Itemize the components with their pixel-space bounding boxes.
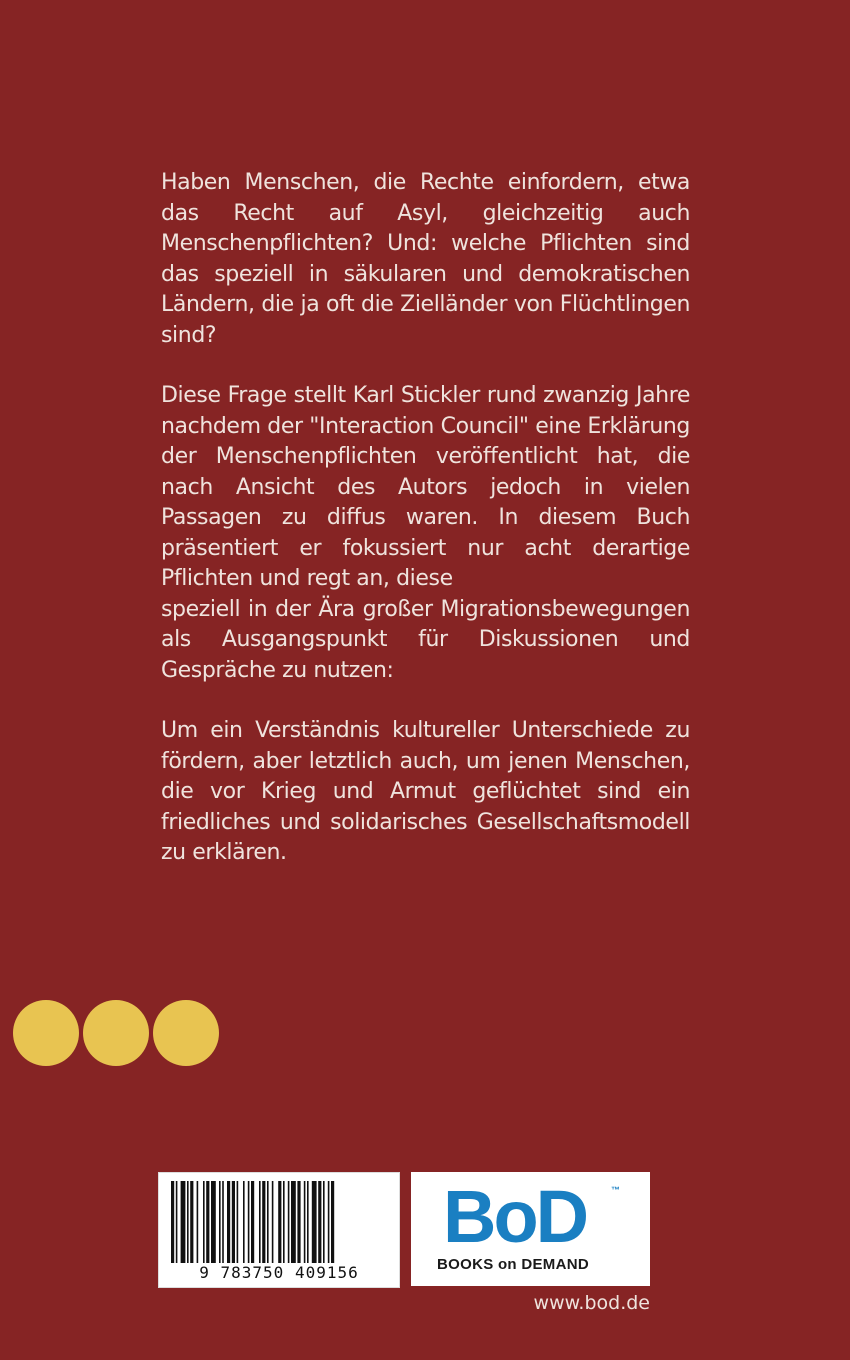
blurb-line: Um ein Verständnis kultureller Unterschiede zu <box>161 718 690 743</box>
blurb-line: das speziell in säkularen und demokratischen <box>161 261 690 287</box>
isbn-number: 9 783750 409156 <box>199 1263 359 1282</box>
publisher-subline: BOOKS on DEMAND <box>437 1256 589 1273</box>
bod-logo-text: BoD <box>443 1175 587 1258</box>
blurb-line: Ländern, die ja oft die Zielländer von Flüchtlingen <box>161 292 690 317</box>
blurb-line: Passagen zu diffus waren. In diesem Buch <box>161 505 690 530</box>
barcode-icon <box>171 1181 387 1263</box>
blurb-line: nach Ansicht des Autors jedoch in vielen <box>161 474 690 500</box>
blurb-paragraph <box>161 168 690 351</box>
dot-icon <box>83 1000 149 1066</box>
back-cover-blurb <box>161 168 690 899</box>
blurb-line: Menschenpflichten? Und: welche Pflichten sind <box>161 231 690 256</box>
blurb-line: präsentiert er fokussiert nur acht derartige <box>161 535 690 561</box>
blurb-paragraph <box>161 716 690 869</box>
isbn-barcode <box>158 1172 400 1288</box>
blurb-line: Diese Frage stellt Karl Stickler rund zwanzig Jahre <box>161 383 690 408</box>
blurb-line: die vor Krieg und Armut geflüchtet sind ein <box>161 779 690 804</box>
blurb-paragraph <box>161 381 690 686</box>
blurb-line: nachdem der "Interaction Council" eine Erklärung <box>161 413 690 439</box>
blurb-line: das Recht auf Asyl, gleichzeitig auch <box>161 200 690 226</box>
blurb-line: speziell in der Ära großer Migrationsbewegungen <box>161 596 690 622</box>
dot-icon <box>153 1000 219 1066</box>
publisher-url: www.bod.de <box>533 1292 650 1314</box>
trademark-mark: ™ <box>611 1185 620 1195</box>
dot-icon <box>13 1000 79 1066</box>
publisher-logo <box>411 1172 650 1286</box>
blurb-line: Haben Menschen, die Rechte einfordern, etwa <box>161 170 690 195</box>
blurb-line: zu erklären. <box>161 840 287 865</box>
blurb-line: sind? <box>161 322 217 348</box>
blurb-line: friedliches und solidarisches Gesellschaftsmodell <box>161 809 690 835</box>
blurb-line: Pflichten und regt an, diese <box>161 566 453 591</box>
blurb-line: Gespräche zu nutzen: <box>161 657 394 683</box>
blurb-line: der Menschenpflichten veröffentlicht hat, die <box>161 444 690 469</box>
blurb-line: fördern, aber letztlich auch, um jenen Menschen, <box>161 748 690 774</box>
blurb-line: als Ausgangspunkt für Diskussionen und <box>161 627 690 652</box>
